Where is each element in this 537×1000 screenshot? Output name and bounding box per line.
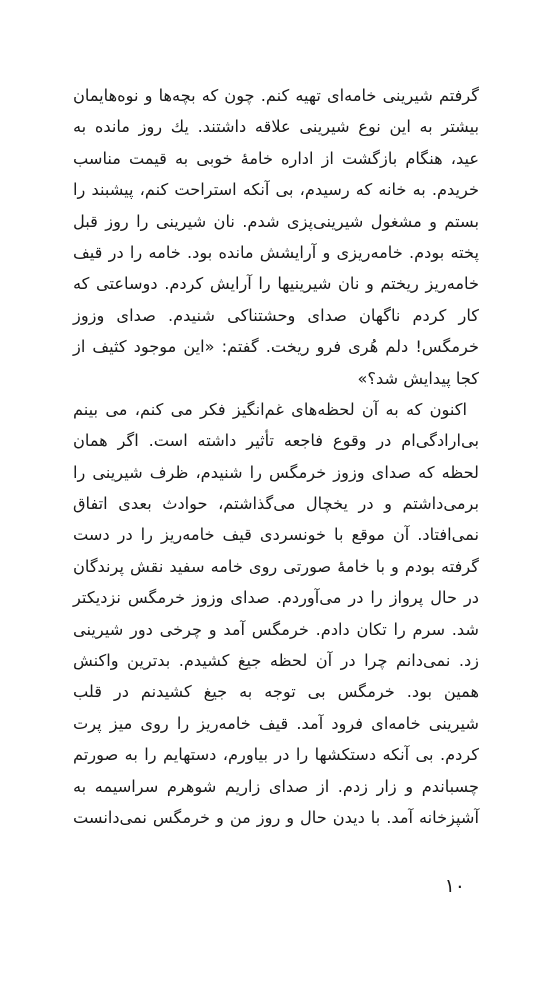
text-line: اکنون که به آن لحظه‌های غم‌انگیز فکر می کنم، می بینم xyxy=(73,399,467,419)
text-line: کردم. بی آنکه دستکشها را در بیاورم، دستهایم را به صورتم xyxy=(73,745,479,765)
text-line: زد. نمی‌دانم چرا در آن لحظه جیغ کشیدم. بدترین واکنش xyxy=(73,651,479,671)
text-line: آشپزخانه آمد. با دیدن حال و روز من و خرمگس نمی‌دانست xyxy=(73,807,479,827)
text-line: شد. سرم را تکان دادم. خرمگس آمد و چرخی دور شیرینی xyxy=(73,619,479,639)
text-line: بی‌ارادگی‌ام در وقوع فاجعه تأثیر داشته است. اگر همان xyxy=(73,431,479,451)
text-line: عید، هنگام بازگشت از اداره خامهٔ خوبی به قیمت مناسب xyxy=(73,148,479,168)
text-line: خامه‌ریز ریختم و نان شیرینیها را آرایش کردم. دوساعتی که xyxy=(73,274,479,294)
text-line: بیشتر به این نوع شیرینی علاقه داشتند. یك روز مانده به xyxy=(73,117,479,137)
text-line: خریدم. به خانه که رسیدم، بی آنکه استراحت کنم، پیشبند را xyxy=(73,180,479,200)
text-line: پخته بودم. خامه‌ریزی و آرایشش مانده بود. خامه را در قیف xyxy=(73,242,479,262)
body-text xyxy=(73,80,479,833)
text-line: گرفتم شیرینی خامه‌ای تهیه کنم. چون که بچه‌ها و نوه‌هایمان xyxy=(73,86,479,105)
text-line: نمی‌افتاد. آن موقع با خونسردی قیف خامه‌ریز را در دست xyxy=(73,525,479,545)
page-number: ۱۰ xyxy=(444,875,465,897)
text-line: لحظه که صدای وزوز خرمگس را شنیدم، ظرف شیرینی را xyxy=(73,462,479,482)
text-line: کجا پیدایش شد؟» xyxy=(357,368,479,388)
text-line: خرمگس! دلم هُری فرو ریخت. گفتم: «این موجود کثیف از xyxy=(73,337,479,357)
text-line: گرفته بودم و با خامهٔ صورتی روی خامه سفید نقش پرندگان xyxy=(73,556,479,576)
text-line: چسباندم و زار زدم. از صدای زاریم شوهرم سراسیمه به xyxy=(73,776,479,796)
text-line: شیرینی خامه‌ای فرود آمد. قیف خامه‌ریز را روی میز پرت xyxy=(73,713,479,733)
text-line: برمی‌داشتم و در یخچال می‌گذاشتم، حوادث بعدی اتفاق xyxy=(73,494,479,514)
text-line: کار کردم ناگهان صدای وحشتناکی شنیدم. صدای وزوز xyxy=(73,305,479,325)
text-line: همین بود. خرمگس بی توجه به جیغ کشیدنم در قلب xyxy=(73,682,479,702)
text-line: بستم و مشغول شیرینی‌پزی شدم. نان شیرینی را روز قبل xyxy=(73,211,479,231)
text-line: در حال پرواز را در می‌آوردم. صدای وزوز خرمگس نزدیکتر xyxy=(73,588,479,608)
